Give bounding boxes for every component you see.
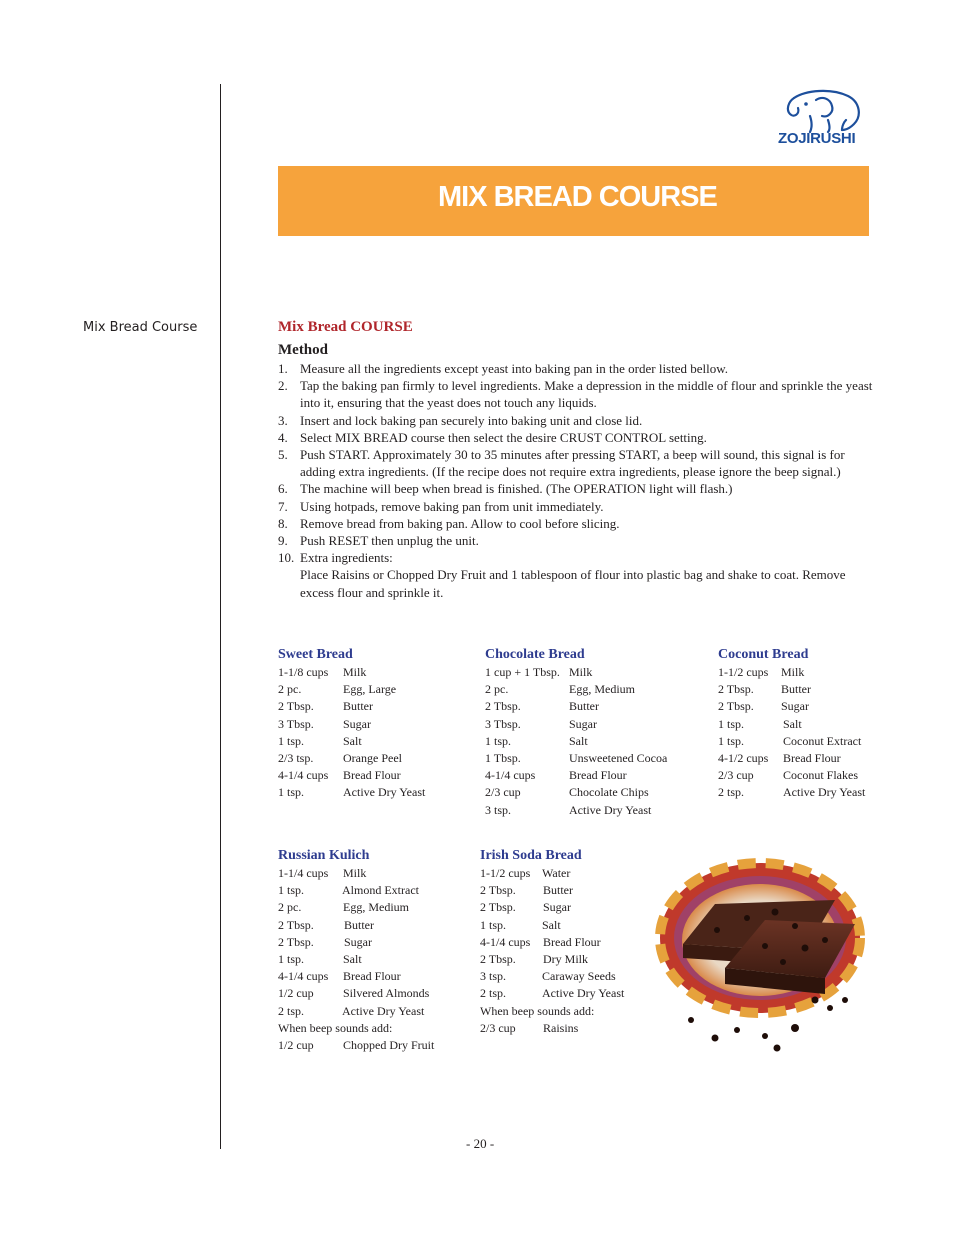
ingredient-row	[480, 917, 650, 934]
ingredient-qty: 2 Tbsp.	[278, 699, 314, 714]
ingredient-row	[480, 951, 650, 968]
ingredient-item: Bread Flour	[543, 934, 601, 949]
step-number: 1.	[278, 361, 288, 376]
method-step	[278, 549, 873, 601]
step-number: 10.	[278, 550, 295, 566]
method-step	[278, 446, 873, 480]
ingredient-item: Bread Flour	[343, 969, 401, 984]
ingredient-item: Sugar	[344, 934, 372, 949]
ingredient-item: Salt	[343, 733, 362, 748]
ingredient-row	[278, 968, 458, 985]
ingredient-row	[480, 934, 650, 951]
ingredient-row	[718, 698, 873, 715]
ingredient-row	[278, 698, 468, 715]
ingredient-item: Butter	[543, 883, 573, 898]
ingredient-row	[480, 865, 650, 882]
ingredient-item: Active Dry Yeast	[569, 802, 652, 817]
method-title: Method	[278, 342, 328, 358]
step-text: Extra ingredients:	[300, 550, 393, 566]
ingredient-item: Butter	[344, 917, 374, 932]
ingredient-row	[278, 716, 468, 733]
ingredient-qty: 2 Tbsp.	[278, 934, 314, 949]
step-text: Insert and lock baking pan securely into baking unit and close lid.	[300, 412, 643, 428]
ingredient-item: Salt	[783, 716, 802, 731]
ingredient-item: Milk	[343, 866, 367, 880]
ingredient-qty: 2 pc.	[278, 682, 302, 697]
ingredient-qty: 2 Tbsp.	[480, 883, 516, 898]
section-title: Mix Bread COURSE	[278, 319, 413, 335]
ingredient-row	[278, 733, 468, 750]
ingredient-row	[718, 767, 873, 784]
ingredient-row	[278, 917, 458, 934]
ingredient-item: Chopped Dry Fruit	[343, 1037, 435, 1052]
ingredient-item: Chocolate Chips	[569, 785, 649, 800]
ingredient-qty: 2 Tbsp.	[718, 699, 754, 714]
ingredient-item: Sugar	[343, 716, 371, 731]
ingredient-qty: 4-1/4 cups	[485, 768, 536, 783]
method-step	[278, 377, 873, 411]
ingredient-qty: 1 tsp.	[485, 733, 512, 748]
ingredient-row	[485, 733, 685, 750]
ingredient-row	[278, 882, 458, 899]
ingredient-qty: 1 tsp.	[480, 917, 507, 932]
ingredient-qty: 2 Tbsp.	[480, 900, 516, 915]
method-step	[278, 515, 873, 532]
ingredient-row	[278, 951, 458, 968]
ingredient-qty: 1-1/8 cups	[278, 665, 329, 679]
ingredient-qty: 4-1/4 cups	[278, 768, 329, 783]
step-text: Select MIX BREAD course then select the desire CRUST CONTROL setting.	[300, 429, 707, 445]
ingredient-row	[480, 985, 650, 1002]
ingredient-qty: 1-1/2 cups	[718, 665, 769, 679]
beep-note: When beep sounds add:	[480, 1003, 595, 1018]
ingredient-row	[278, 1037, 458, 1054]
step-number: 3.	[278, 412, 288, 428]
ingredient-item: Coconut Extract	[783, 733, 862, 748]
ingredient-row	[278, 985, 458, 1002]
ingredient-item: Active Dry Yeast	[342, 1003, 425, 1018]
ingredient-item: Egg, Large	[343, 682, 397, 697]
recipe-title: Coconut Bread	[718, 647, 809, 662]
ingredient-row	[480, 1020, 650, 1037]
ingredient-row	[480, 899, 650, 916]
ingredient-item: Milk	[781, 665, 805, 679]
ingredient-row	[278, 681, 468, 698]
step-number: 4.	[278, 429, 288, 445]
ingredient-row	[278, 750, 468, 767]
ingredient-item: Dry Milk	[543, 951, 588, 966]
ingredient-item: Egg, Medium	[343, 900, 409, 915]
step-number: 8.	[278, 515, 288, 531]
ingredient-item: Milk	[569, 665, 593, 679]
ingredient-item: Unsweetened Cocoa	[569, 750, 668, 765]
ingredient-qty: 2 tsp.	[278, 1003, 305, 1018]
ingredient-qty: 4-1/2 cups	[718, 750, 769, 765]
title-banner	[278, 166, 869, 236]
ingredient-row	[278, 899, 458, 916]
ingredient-qty: 1-1/4 cups	[278, 866, 329, 880]
recipe-russian-kulich	[278, 847, 458, 1054]
step-number: 2.	[278, 378, 288, 394]
method-step	[278, 360, 873, 377]
brand-name: ZOJIRUSHI	[778, 130, 856, 147]
ingredient-item: Sugar	[781, 699, 809, 714]
method-step	[278, 412, 873, 429]
step-number: 7.	[278, 498, 288, 514]
ingredient-qty: 1 tsp.	[718, 733, 745, 748]
ingredient-qty: 1 tsp.	[278, 785, 305, 800]
ingredient-item: Bread Flour	[783, 750, 841, 765]
ingredient-row	[278, 934, 458, 951]
ingredient-row	[485, 802, 685, 819]
ingredient-item: Sugar	[543, 900, 571, 915]
method-step	[278, 532, 873, 549]
ingredient-item: Coconut Flakes	[783, 768, 858, 783]
ingredient-qty: 2 Tbsp.	[485, 699, 521, 714]
method-step	[278, 498, 873, 515]
ingredient-qty: 2/3 cup	[480, 1020, 516, 1035]
step-text: Using hotpads, remove baking pan from unit immediately.	[300, 498, 604, 514]
ingredient-qty: 2 pc.	[278, 900, 302, 915]
ingredient-qty: 1 tsp.	[278, 883, 305, 898]
ingredient-item: Active Dry Yeast	[783, 785, 866, 800]
ingredient-item: Bread Flour	[343, 768, 401, 783]
ingredient-qty: 1 cup + 1 Tbsp.	[485, 665, 560, 679]
step-text: Tap the baking pan firmly to level ingredients. Make a depression in the middle of flour and sprinkle the yeast into it, ensuring that the yeast does not touch any liquids.	[300, 378, 873, 411]
ingredient-item: Water	[542, 866, 571, 880]
ingredient-row	[485, 698, 685, 715]
recipe-sweet-bread	[278, 646, 468, 802]
ingredient-row	[718, 750, 873, 767]
step-text: The machine will beep when bread is finished. (The OPERATION light will flash.)	[300, 481, 733, 497]
step-text: Push RESET then unplug the unit.	[300, 533, 479, 549]
ingredient-item: Silvered Almonds	[343, 986, 430, 1001]
recipe-coconut-bread	[718, 646, 873, 802]
ingredient-qty: 3 Tbsp.	[485, 716, 521, 731]
ingredient-row	[480, 882, 650, 899]
method-step	[278, 480, 873, 497]
step-number: 9.	[278, 533, 288, 549]
step-number: 6.	[278, 481, 288, 497]
vertical-rule	[220, 84, 221, 1149]
ingredient-item: Active Dry Yeast	[542, 986, 625, 1001]
recipe-title: Sweet Bread	[278, 647, 353, 662]
ingredient-qty: 2/3 tsp.	[278, 750, 314, 765]
method-step	[278, 429, 873, 446]
recipe-title: Russian Kulich	[278, 848, 370, 863]
ingredient-item: Egg, Medium	[569, 682, 635, 697]
ingredient-qty: 2/3 cup	[485, 785, 521, 800]
ingredient-item: Orange Peel	[343, 750, 402, 765]
ingredient-row	[278, 767, 468, 784]
ingredient-item: Salt	[343, 951, 362, 966]
ingredient-row	[485, 784, 685, 801]
method-steps	[278, 360, 873, 601]
ingredient-qty: 2 pc.	[485, 682, 509, 697]
ingredient-qty: 1/2 cup	[278, 1037, 314, 1052]
ingredient-item: Salt	[569, 733, 588, 748]
recipe-title: Irish Soda Bread	[480, 848, 582, 863]
recipe-title: Chocolate Bread	[485, 647, 585, 662]
ingredient-row	[485, 716, 685, 733]
recipe-irish-soda-bread	[480, 847, 650, 1037]
ingredient-qty: 1/2 cup	[278, 986, 314, 1001]
ingredient-qty: 4-1/4 cups	[278, 969, 329, 984]
ingredient-qty: 2 Tbsp.	[278, 917, 314, 932]
ingredient-row	[278, 865, 458, 882]
ingredient-qty: 1 Tbsp.	[485, 750, 521, 765]
ingredient-row	[485, 750, 685, 767]
ingredient-qty: 4-1/4 cups	[480, 934, 531, 949]
ingredient-item: Butter	[569, 699, 599, 714]
ingredient-qty: 1 tsp.	[278, 951, 305, 966]
ingredient-row	[485, 664, 685, 681]
side-label: Mix Bread Course	[83, 320, 198, 335]
ingredient-qty: 3 tsp.	[485, 802, 512, 817]
ingredient-row	[718, 681, 873, 698]
ingredient-row	[480, 968, 650, 985]
ingredient-item: Active Dry Yeast	[343, 785, 426, 800]
ingredient-qty: 2 tsp.	[480, 986, 507, 1001]
ingredient-qty: 2 Tbsp.	[480, 951, 516, 966]
ingredient-row	[485, 681, 685, 698]
ingredient-qty: 3 Tbsp.	[278, 716, 314, 731]
ingredient-item: Milk	[343, 665, 367, 679]
beep-note: When beep sounds add:	[278, 1020, 393, 1035]
ingredient-row	[278, 1003, 458, 1020]
step-text: Push START. Approximately 30 to 35 minutes after pressing START, a beep will sound, this signal is for adding extra ingredients. (If the recipe does not require extra ingredients, please ignore the beep signal.)	[300, 447, 845, 480]
ingredient-row	[718, 733, 873, 750]
ingredient-row	[718, 784, 873, 801]
ingredient-item: Bread Flour	[569, 768, 627, 783]
ingredient-row	[278, 664, 468, 681]
ingredient-row	[718, 716, 873, 733]
ingredient-row	[485, 767, 685, 784]
ingredient-qty: 2 Tbsp.	[718, 682, 754, 697]
ingredient-row	[278, 784, 468, 801]
ingredient-item: Sugar	[569, 716, 597, 731]
ingredient-qty: 3 tsp.	[480, 969, 507, 984]
ingredient-qty: 1 tsp.	[278, 733, 305, 748]
ingredient-qty: 1 tsp.	[718, 716, 745, 731]
ingredient-row	[718, 664, 873, 681]
step-subtext: Place Raisins or Chopped Dry Fruit and 1 tablespoon of flour into plastic bag and shake to coat. Remove excess flour and sprinkle it.	[300, 567, 846, 600]
ingredient-qty: 1-1/2 cups	[480, 866, 531, 880]
page-title: MIX BREAD COURSE	[438, 181, 717, 213]
step-text: Remove bread from baking pan. Allow to cool before slicing.	[300, 515, 620, 531]
ingredient-item: Butter	[781, 682, 811, 697]
step-text: Measure all the ingredients except yeast into baking pan in the order listed bellow.	[300, 361, 729, 376]
ingredient-item: Raisins	[543, 1020, 579, 1035]
recipe-chocolate-bread	[485, 646, 685, 819]
ingredient-item: Butter	[343, 699, 373, 714]
ingredient-qty: 2/3 cup	[718, 768, 754, 783]
chocolate-bread-photo	[655, 848, 871, 1060]
ingredient-item: Almond Extract	[342, 883, 419, 898]
step-number: 5.	[278, 447, 288, 463]
page-number: - 20 -	[466, 1136, 495, 1151]
ingredient-item: Salt	[542, 917, 561, 932]
ingredient-item: Caraway Seeds	[542, 969, 616, 984]
ingredient-qty: 2 tsp.	[718, 785, 745, 800]
